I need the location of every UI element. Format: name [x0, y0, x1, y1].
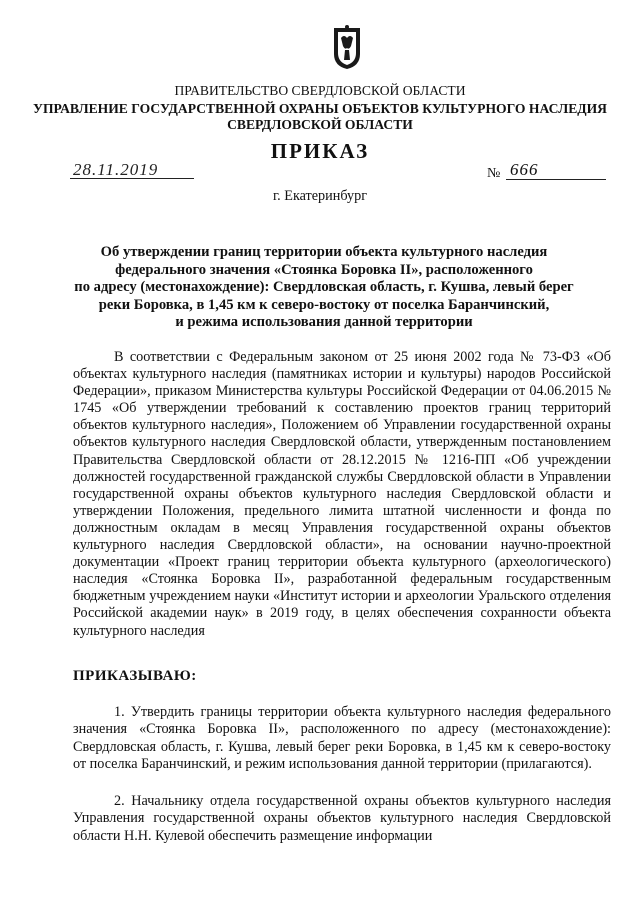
department-name-line1: УПРАВЛЕНИЕ ГОСУДАРСТВЕННОЙ ОХРАНЫ ОБЪЕКТОВ КУЛЬТУРНОГО НАСЛЕДИЯ: [32, 101, 608, 116]
date-underline: [70, 178, 194, 179]
government-name: ПРАВИТЕЛЬСТВО СВЕРДЛОВСКОЙ ОБЛАСТИ: [174, 83, 466, 98]
title-line: и режима использования данной территории: [175, 314, 473, 331]
preamble-paragraph: В соответствии с Федеральным законом от 25 июня 2002 года № 73-ФЗ «Об объектах культурного наследия (памятниках истории и культуры) народов Российской Федерации», приказом Министерства культуры Российской Федерации от 04.06.2015 № 1745 «Об утверждении требований к составлению проектов границ территорий объектов культурного наследия», Положением об Управлении государственной охраны объектов культурного наследия Свердловской области, утвержденным постановлением Правительства Свердловской области от 28.12.2015 № 1216-ПП «Об учреждении должностей государственной гражданской службы Свердловской области в Управлении государственной охраны объектов культурного наследия Свердловской области и утверждении Положения, предельного лимита штатной численности и фонда по должностным окладам в месяц Управления государственной охраны объектов культурного наследия Свердловской области», на основании научно-проектной документации «Проект границ территории объекта культурного (археологического) наследия «Стоянка Боровка II», разработанной федеральным государственным бюджетным учреждением науки «Институт истории и археологии Уральского отделения Российской академии наук» в 2019 году, в целях обеспечения сохранности объекта культурного наследия: [73, 349, 611, 639]
city-line: г. Екатеринбург: [272, 188, 368, 204]
department-name-line2: СВЕРДЛОВСКОЙ ОБЛАСТИ: [227, 117, 413, 132]
orders-heading: ПРИКАЗЫВАЮ:: [73, 668, 197, 684]
title-line: Об утверждении границ территории объекта культурного наследия: [100, 244, 548, 260]
document-type: ПРИКАЗ: [270, 139, 370, 163]
title-line: по адресу (местонахождение): Свердловская область, г. Кушва, левый берег: [74, 279, 574, 296]
order-item-2: 2. Начальнику отдела государственной охраны объектов культурного наследия Управления государственной охраны объектов культурного наследия Свердловской области Н.Н. Кулевой обеспечить размещение информации: [73, 793, 611, 844]
number-underline: [506, 179, 606, 180]
order-date: 28.11.2019: [73, 160, 159, 179]
title-line: реки Боровка, в 1,45 км к северо-востоку от поселка Баранчинский,: [98, 296, 550, 313]
number-label: №: [487, 166, 501, 181]
order-number: 666: [510, 160, 539, 179]
coat-of-arms-icon: [332, 24, 362, 70]
title-line: федерального значения «Стоянка Боровка II», расположенного: [115, 261, 533, 278]
department-name: [0, 101, 640, 133]
order-item-1: 1. Утвердить границы территории объекта культурного наследия федерального значения «Стоянка Боровка II», расположенного по адресу (местонахождение): Свердловская область, г. Кушва, левый берег реки Боровка, в 1,45 км к северо-востоку от поселка Баранчинский, и режим использования данной территории (прилагаются).: [73, 704, 611, 773]
order-title: [74, 244, 574, 332]
